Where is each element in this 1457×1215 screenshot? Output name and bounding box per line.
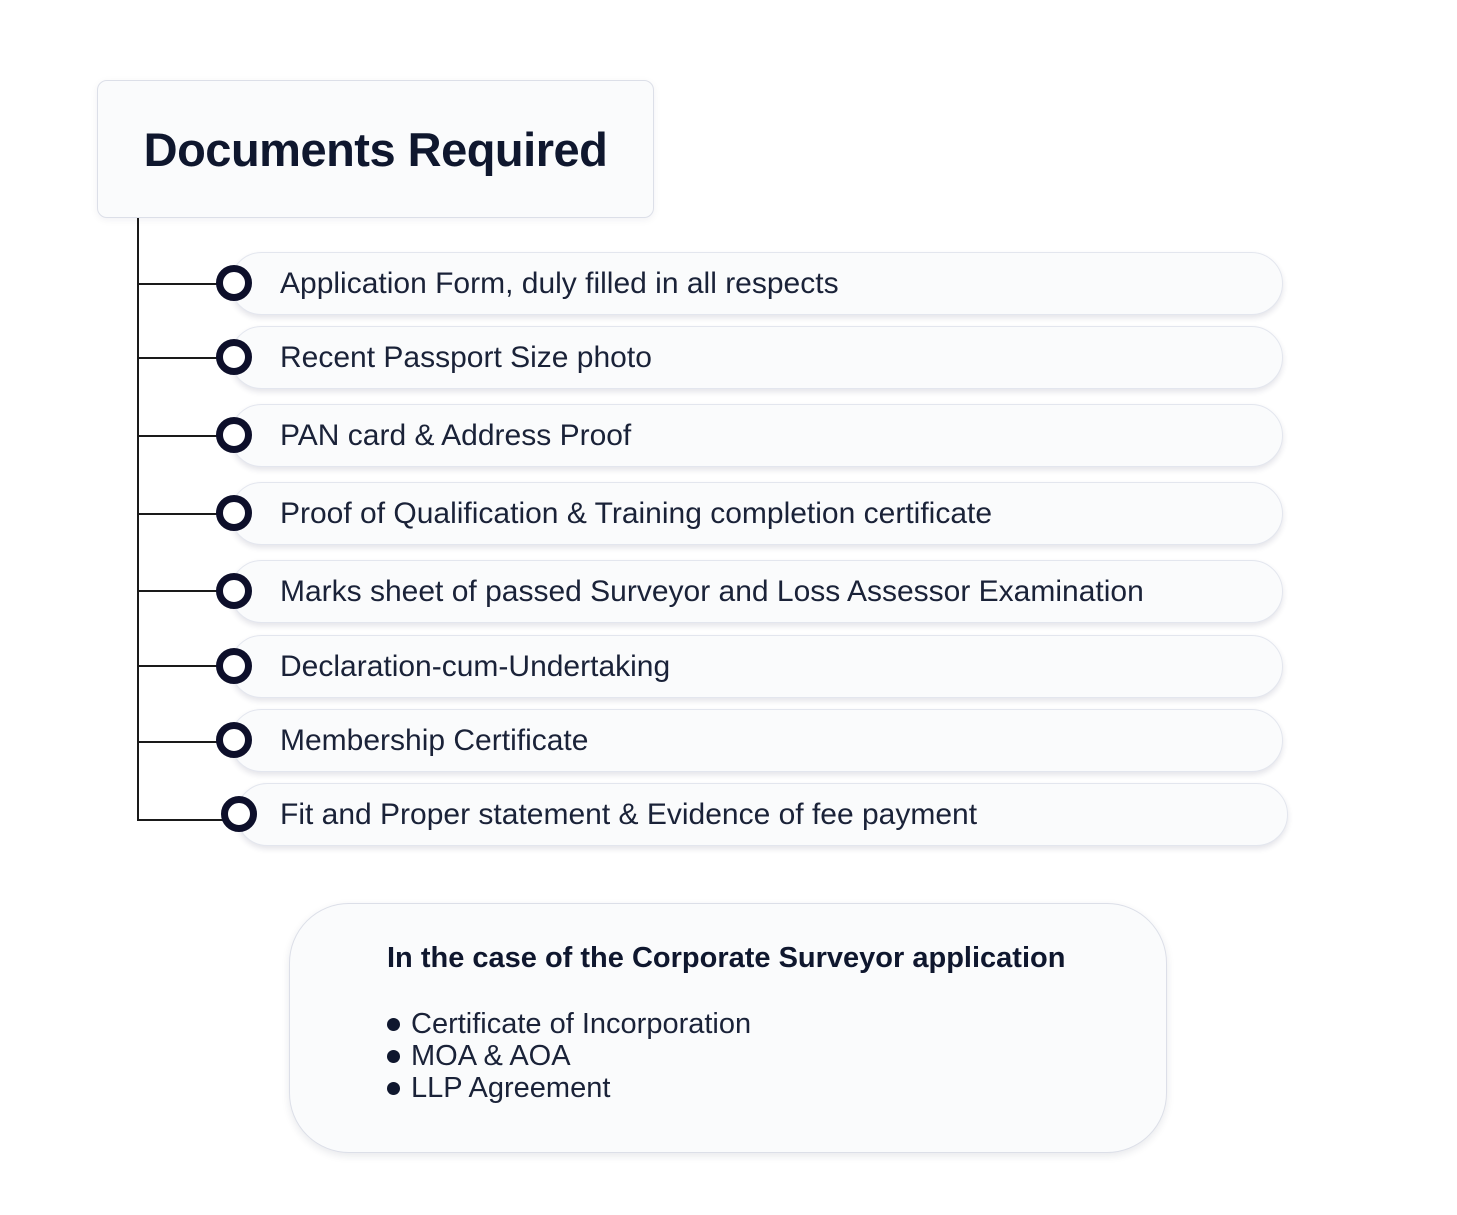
document-item-label: PAN card & Address Proof (280, 418, 632, 452)
document-item-label: Membership Certificate (280, 723, 589, 757)
node-circle-icon (216, 722, 252, 758)
document-item-label: Application Form, duly filled in all respects (280, 266, 839, 300)
bullet-icon (387, 1082, 400, 1095)
branch-connector (138, 665, 218, 667)
bullet-icon (387, 1018, 400, 1031)
document-item (230, 326, 1283, 389)
document-item (230, 252, 1283, 315)
node-circle-icon (221, 796, 257, 832)
list-item (387, 1072, 751, 1104)
node-circle-icon (216, 573, 252, 609)
branch-connector (138, 819, 223, 821)
document-item (230, 404, 1283, 467)
list-item-label: MOA & AOA (411, 1040, 571, 1072)
list-item-label: Certificate of Incorporation (411, 1008, 752, 1040)
list-item-label: LLP Agreement (411, 1072, 611, 1104)
branch-connector (138, 435, 218, 437)
document-item (230, 560, 1283, 623)
list-item (387, 1008, 751, 1040)
branch-connector (138, 357, 218, 359)
branch-connector (138, 590, 218, 592)
node-circle-icon (216, 265, 252, 301)
document-item-label: Marks sheet of passed Surveyor and Loss Assessor Examination (280, 574, 1144, 608)
corporate-surveyor-card (289, 903, 1167, 1153)
list-item (387, 1040, 751, 1072)
corporate-document-list (387, 1008, 751, 1104)
branch-connector (138, 513, 218, 515)
bullet-icon (387, 1050, 400, 1063)
document-item (230, 635, 1283, 698)
document-item (236, 783, 1288, 846)
page-title: Documents Required (143, 122, 608, 176)
document-item-label: Declaration-cum-Undertaking (280, 649, 671, 683)
document-item (230, 482, 1283, 545)
document-item-label: Fit and Proper statement & Evidence of fee payment (280, 797, 978, 831)
node-circle-icon (216, 648, 252, 684)
document-item (230, 709, 1283, 772)
branch-connector (138, 283, 218, 285)
tree-trunk-connector (137, 218, 139, 821)
document-item-label: Recent Passport Size photo (280, 340, 652, 374)
node-circle-icon (216, 495, 252, 531)
corporate-heading: In the case of the Corporate Surveyor application (387, 942, 1066, 974)
node-circle-icon (216, 417, 252, 453)
node-circle-icon (216, 339, 252, 375)
branch-connector (138, 741, 218, 743)
document-item-label: Proof of Qualification & Training completion certificate (280, 496, 993, 530)
title-card (97, 80, 654, 218)
